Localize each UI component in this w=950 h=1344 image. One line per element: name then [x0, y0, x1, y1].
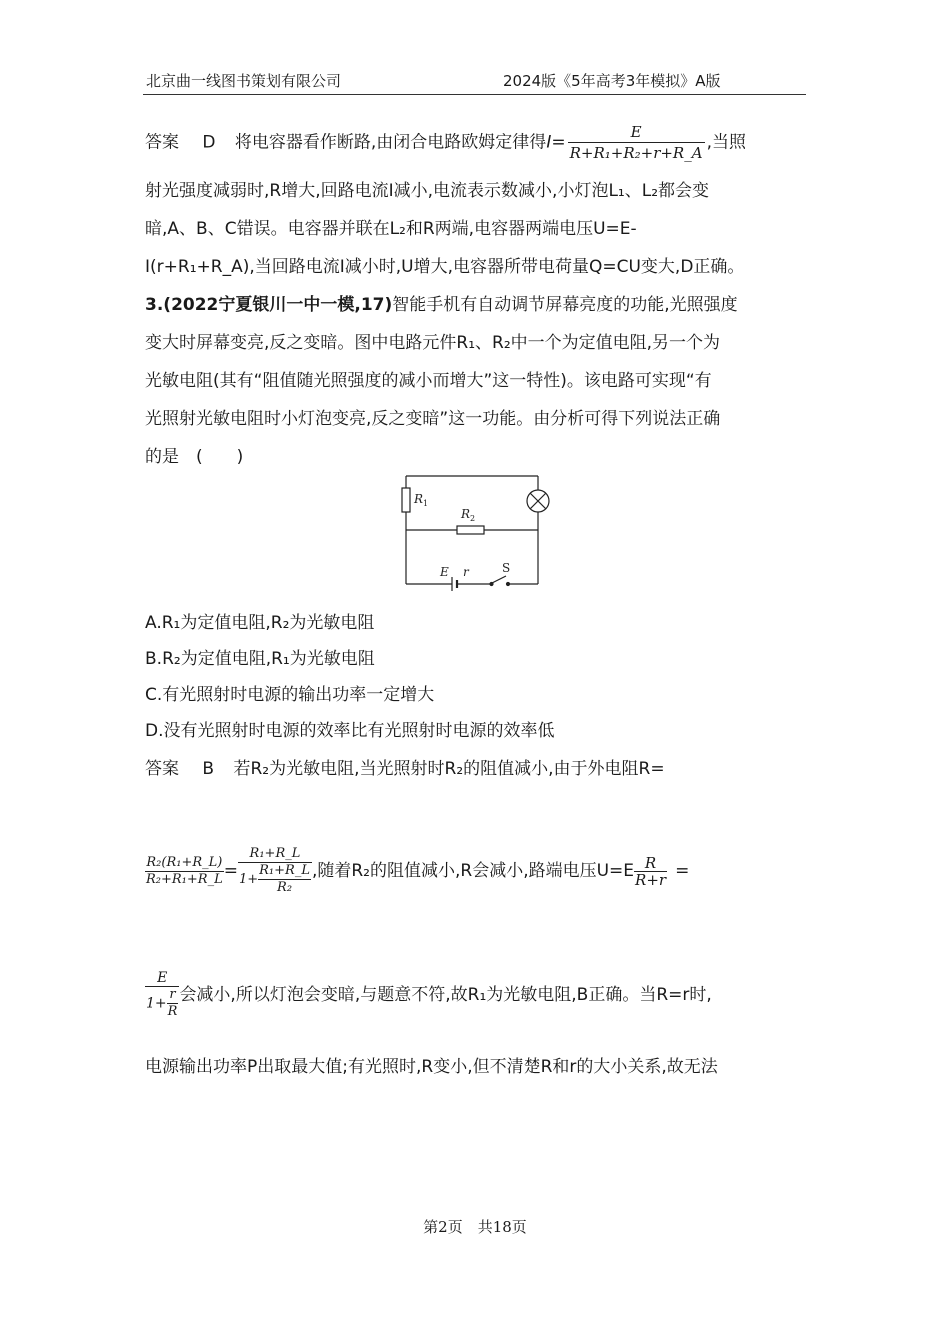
page-footer: 第2页 共18页	[423, 1218, 527, 1236]
question-number: 3.	[145, 295, 164, 315]
label-r1: $R_1$	[414, 492, 429, 508]
nested-denominator: R	[167, 1004, 178, 1019]
question-line3: 光敏电阻(其有“阻值随光照强度的减小而增大”这一特性)。该电路可实现“有	[145, 371, 712, 391]
fraction-numerator: R₁+R_L	[238, 846, 312, 863]
answer-line3-text: 会减小,所以灯泡会变暗,与题意不符,故R₁为光敏电阻,B正确。当R=r时,	[179, 985, 712, 1005]
ohm-law-fraction	[568, 122, 705, 163]
header-publisher: 北京曲一线图书策划有限公司	[146, 72, 342, 90]
answer-prev-line3: 暗,A、B、C错误。电容器并联在L₂和R两端,电容器两端电压U=E-	[145, 219, 637, 239]
question-source: (2022宁夏银川一中一模,17)	[163, 295, 393, 315]
question-text: 智能手机有自动调节屏幕亮度的功能,光照强度	[392, 295, 738, 315]
label-s: S	[502, 561, 511, 575]
answer-text-end: ,当照	[706, 132, 746, 153]
option-a: A.R₁为定值电阻,R₂为光敏电阻	[145, 613, 375, 633]
equals: =	[675, 861, 690, 881]
fraction-denominator	[145, 987, 179, 1020]
answer-mid-text: ,随着R₂的阻值减小,R会减小,路端电压U=E	[311, 861, 635, 881]
nested-fraction	[167, 987, 179, 1020]
voltage-fraction	[634, 855, 667, 888]
fraction-numerator: R₂(R₁+R_L)	[146, 854, 223, 870]
voltage-fraction-2	[145, 970, 179, 1020]
denominator-prefix: 1+	[146, 995, 167, 1012]
label-e: E	[440, 565, 449, 579]
answer-line1	[145, 758, 665, 780]
nested-denominator: R₂	[277, 880, 293, 895]
answer-text: 若R₂为光敏电阻,当光照射时R₂的阻值减小,由于外电阻R=	[233, 759, 665, 779]
answer-line3	[145, 970, 712, 1020]
nested-numerator: r	[167, 987, 179, 1004]
fraction-denominator: R+R₁+R₂+r+R_A	[569, 144, 703, 162]
answer-prev-line4: I(r+R₁+R_A),当回路电流I减小时,U增大,电容器所带电荷量Q=CU变大,D正确。	[145, 257, 745, 277]
question-line1	[145, 294, 738, 316]
header-book-title: 2024版《5年高考3年模拟》A版	[503, 72, 721, 90]
answer-prev-line1	[145, 122, 746, 163]
answer-label: 答案	[145, 132, 179, 153]
answer-line4: 电源输出功率P出取最大值;有光照时,R变小,但不清楚R和r的大小关系,故无法	[145, 1057, 718, 1077]
fraction-numerator: E	[145, 970, 179, 987]
answer-prev-line2: 射光强度减弱时,R增大,回路电流I减小,电流表示数减小,小灯泡L₁、L₂都会变	[145, 181, 710, 201]
equals: =	[223, 861, 238, 881]
label-r: r	[463, 565, 469, 579]
current-symbol: I	[546, 132, 552, 153]
question-line5: 的是 ( )	[145, 447, 244, 467]
answer-label: 答案	[145, 759, 179, 779]
circuit-diagram	[400, 472, 560, 594]
option-d: D.没有光照射时电源的效率比有光照射时电源的效率低	[145, 721, 555, 741]
resistor-r2	[457, 526, 484, 534]
fraction-denominator: R₂+R₁+R_L	[146, 871, 223, 887]
nested-numerator: R₁+R_L	[259, 863, 310, 878]
resistance-fraction-2	[238, 846, 312, 896]
fraction-denominator	[238, 863, 312, 896]
answer-text: 将电容器看作断路,由闭合电路欧姆定律得	[234, 132, 547, 153]
question-line4: 光照射光敏电阻时小灯泡变亮,反之变暗”这一功能。由分析可得下列说法正确	[145, 409, 721, 429]
resistor-r1	[402, 488, 410, 512]
fraction-numerator: R	[634, 855, 667, 872]
question-line2: 变大时屏幕变亮,反之变暗。图中电路元件R₁、R₂中一个为定值电阻,另一个为	[145, 333, 721, 353]
nested-fraction	[258, 863, 311, 896]
answer-choice: D	[202, 132, 216, 153]
fraction-numerator: E	[568, 122, 705, 143]
answer-choice: B	[202, 759, 215, 779]
denominator-prefix: 1+	[238, 872, 259, 887]
fraction-denominator: R+r	[635, 870, 667, 889]
resistance-fraction-1	[145, 855, 224, 888]
equals: =	[551, 132, 566, 153]
answer-line2	[145, 846, 689, 896]
option-b: B.R₂为定值电阻,R₁为光敏电阻	[145, 649, 375, 669]
switch-blade	[492, 576, 506, 583]
option-c: C.有光照射时电源的输出功率一定增大	[145, 685, 435, 705]
header-rule	[143, 94, 806, 95]
label-r2: $R_2$	[461, 507, 476, 523]
